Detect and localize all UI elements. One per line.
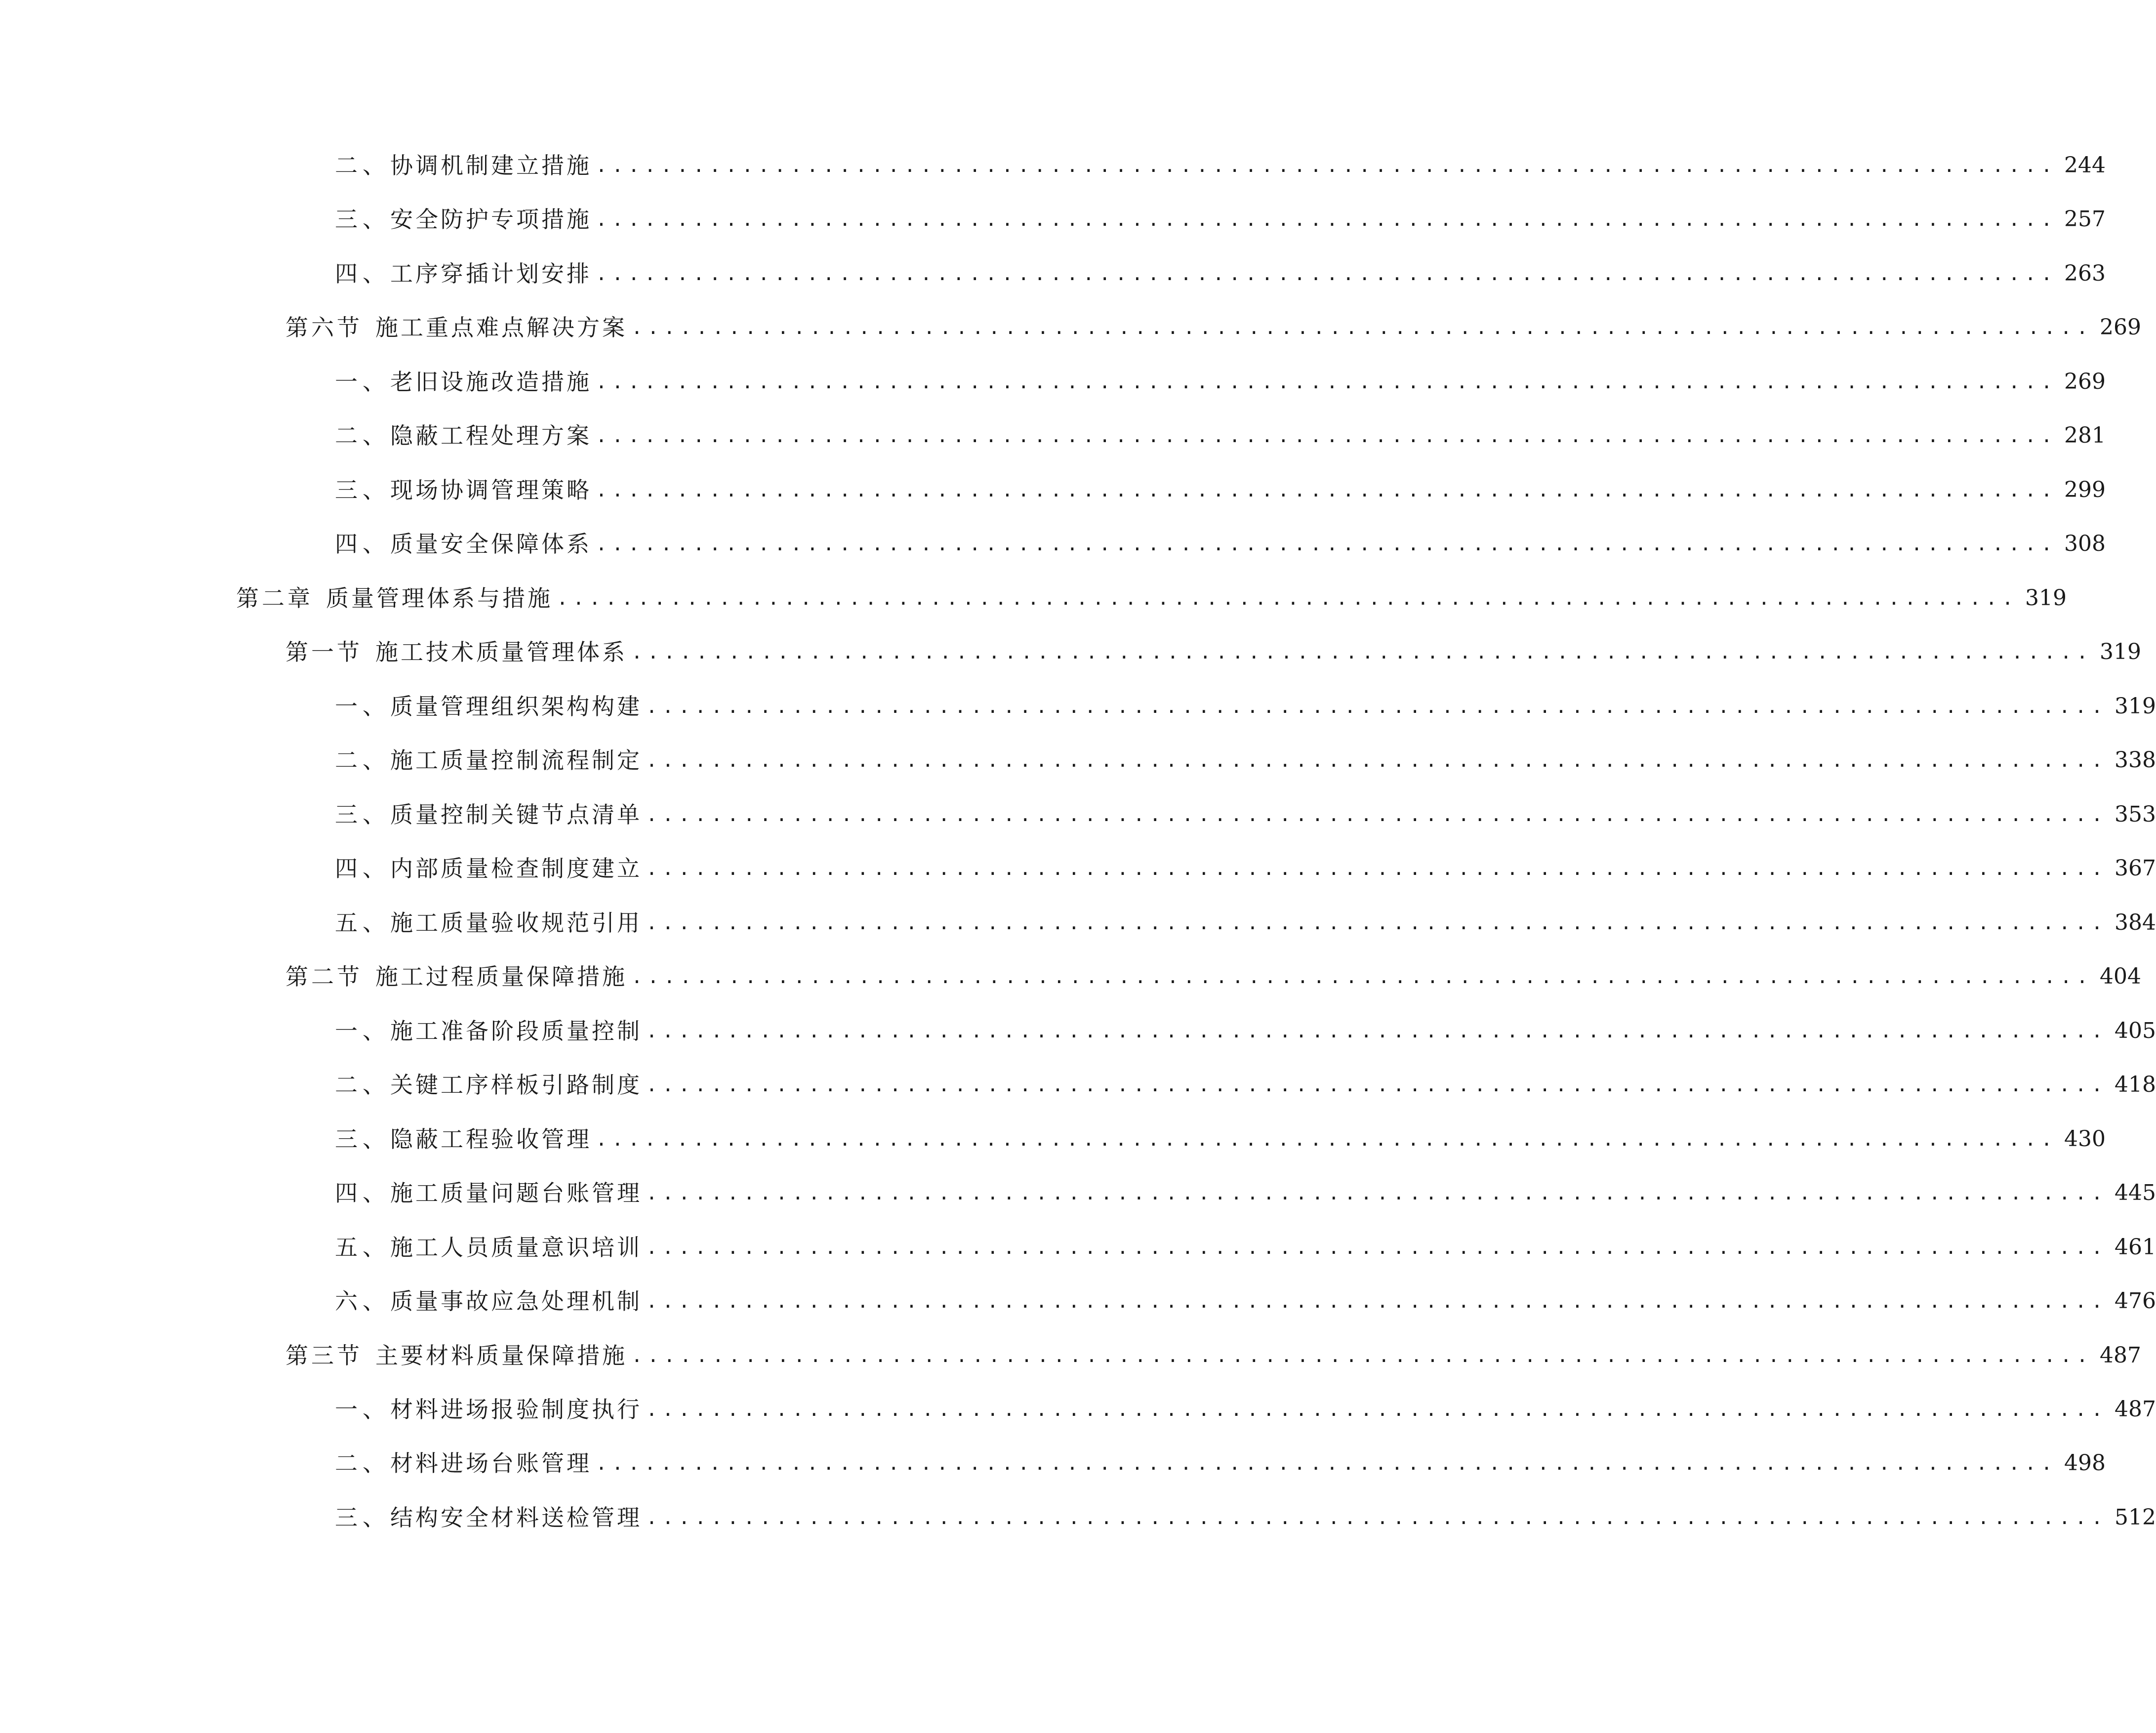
toc-entry[interactable] bbox=[335, 1119, 2106, 1159]
toc-page-number: 418 bbox=[2115, 1072, 2156, 1097]
toc-page-number: 269 bbox=[2100, 315, 2141, 340]
toc-page-number: 319 bbox=[2025, 585, 2067, 611]
toc-page-number: 353 bbox=[2115, 802, 2156, 827]
toc-entry-number: 四、 bbox=[335, 1180, 390, 1206]
toc-page-number: 319 bbox=[2115, 694, 2156, 719]
toc-entry[interactable] bbox=[335, 254, 2106, 293]
toc-page-number: 257 bbox=[2064, 206, 2106, 232]
toc-page-number: 461 bbox=[2115, 1235, 2156, 1260]
toc-entry-number: 五、 bbox=[335, 1234, 390, 1261]
toc-entry-number: 第三节 bbox=[285, 1342, 363, 1369]
toc-dot-leader: .......................................................................................... bbox=[646, 1399, 2108, 1420]
toc-page-number: 269 bbox=[2064, 369, 2106, 394]
toc-dot-leader: .......................................................................................... bbox=[646, 749, 2108, 771]
toc-page-number: 487 bbox=[2100, 1343, 2141, 1368]
toc-entry-title: 内部质量检查制度建立 bbox=[390, 855, 642, 882]
toc-dot-leader: .......................................................................................... bbox=[596, 479, 2058, 501]
toc-entry-number: 三、 bbox=[335, 1126, 390, 1153]
toc-entry-title: 施工质量问题台账管理 bbox=[390, 1180, 642, 1206]
toc-dot-leader: .......................................................................................... bbox=[596, 425, 2058, 447]
toc-entry[interactable] bbox=[335, 200, 2106, 239]
toc-entry-number: 二、 bbox=[335, 422, 390, 449]
toc-entry[interactable] bbox=[335, 146, 2106, 185]
toc-page-number: 404 bbox=[2100, 964, 2141, 989]
toc-entry-number: 三、 bbox=[335, 477, 390, 503]
toc-entry-title: 施工人员质量意识培训 bbox=[390, 1234, 642, 1261]
toc-entry-title: 质量管理体系与措施 bbox=[326, 585, 553, 612]
toc-entry-number: 第二节 bbox=[285, 963, 363, 990]
toc-page-number: 263 bbox=[2064, 261, 2106, 286]
toc-entry-number: 四、 bbox=[335, 260, 390, 287]
toc-dot-leader: .......................................................................................... bbox=[631, 641, 2093, 663]
toc-entry[interactable] bbox=[335, 1228, 2156, 1267]
toc-entry-number: 四、 bbox=[335, 855, 390, 882]
toc-page-number: 384 bbox=[2115, 910, 2156, 935]
toc-entry-title: 主要材料质量保障措施 bbox=[375, 1342, 627, 1369]
toc-dot-leader: .......................................................................................... bbox=[646, 1237, 2108, 1258]
toc-entry-title: 老旧设施改造措施 bbox=[390, 369, 592, 395]
toc-entry-number: 四、 bbox=[335, 531, 390, 557]
toc-entry-title: 施工质量控制流程制定 bbox=[390, 747, 642, 774]
toc-dot-leader: .......................................................................................... bbox=[596, 1128, 2058, 1150]
toc-entry-title: 工序穿插计划安排 bbox=[390, 260, 592, 287]
toc-entry[interactable] bbox=[285, 1336, 2141, 1375]
toc-dot-leader: .......................................................................................... bbox=[646, 1507, 2108, 1528]
toc-dot-leader: .......................................................................................... bbox=[646, 804, 2108, 825]
toc-page-number: 405 bbox=[2115, 1018, 2156, 1043]
toc-entry-number: 六、 bbox=[335, 1288, 390, 1315]
toc-entry[interactable] bbox=[335, 362, 2106, 402]
toc-entry[interactable] bbox=[285, 308, 2141, 347]
toc-dot-leader: .......................................................................................... bbox=[646, 1020, 2108, 1042]
toc-page-number: 319 bbox=[2100, 639, 2141, 664]
toc-entry-title: 关键工序样板引路制度 bbox=[390, 1072, 642, 1098]
toc-entry[interactable] bbox=[335, 903, 2156, 943]
toc-entry[interactable] bbox=[335, 1173, 2156, 1213]
toc-entry[interactable] bbox=[335, 1011, 2156, 1051]
toc-dot-leader: .......................................................................................... bbox=[646, 912, 2108, 934]
toc-entry-title: 安全防护专项措施 bbox=[390, 206, 592, 233]
toc-dot-leader: .......................................................................................... bbox=[596, 1452, 2058, 1474]
toc-entry-title: 施工重点难点解决方案 bbox=[375, 314, 627, 341]
toc-entry[interactable] bbox=[335, 795, 2156, 834]
toc-page-number: 498 bbox=[2064, 1450, 2106, 1476]
toc-page-number: 445 bbox=[2115, 1180, 2156, 1205]
toc-dot-leader: .......................................................................................... bbox=[646, 1290, 2108, 1312]
toc-entry-number: 一、 bbox=[335, 693, 390, 720]
toc-page-number: 430 bbox=[2064, 1126, 2106, 1152]
toc-entry-title: 结构安全材料送检管理 bbox=[390, 1504, 642, 1531]
toc-page-number: 367 bbox=[2115, 856, 2156, 881]
toc-entry-number: 三、 bbox=[335, 801, 390, 828]
toc-entry-title: 施工过程质量保障措施 bbox=[375, 963, 627, 990]
toc-dot-leader: .......................................................................................... bbox=[596, 263, 2058, 285]
toc-entry[interactable] bbox=[335, 849, 2156, 888]
toc-dot-leader: .......................................................................................... bbox=[557, 587, 2019, 609]
toc-dot-leader: .......................................................................................... bbox=[646, 1182, 2108, 1204]
toc-entry-number: 一、 bbox=[335, 1396, 390, 1423]
toc-entry-title: 质量安全保障体系 bbox=[390, 531, 592, 557]
toc-entry[interactable] bbox=[335, 524, 2106, 564]
toc-entry[interactable] bbox=[335, 1390, 2156, 1429]
toc-dot-leader: .......................................................................................... bbox=[631, 966, 2093, 988]
toc-entry[interactable] bbox=[335, 1281, 2156, 1321]
toc-entry[interactable] bbox=[335, 1065, 2156, 1105]
toc-entry-number: 二、 bbox=[335, 1450, 390, 1477]
toc-entry-number: 第六节 bbox=[285, 314, 363, 341]
toc-entry-number: 二、 bbox=[335, 152, 390, 179]
toc-dot-leader: .......................................................................................... bbox=[596, 371, 2058, 393]
toc-dot-leader: .......................................................................................... bbox=[631, 317, 2093, 338]
toc-entry-title: 隐蔽工程处理方案 bbox=[390, 422, 592, 449]
toc-entry-number: 三、 bbox=[335, 1504, 390, 1531]
toc-dot-leader: .......................................................................................... bbox=[596, 155, 2058, 176]
toc-entry[interactable] bbox=[335, 741, 2156, 780]
toc-entry[interactable] bbox=[236, 578, 2067, 618]
toc-entry-title: 施工质量验收规范引用 bbox=[390, 909, 642, 936]
toc-entry-number: 第一节 bbox=[285, 639, 363, 665]
toc-entry-title: 材料进场台账管理 bbox=[390, 1450, 592, 1477]
toc-entry-title: 质量事故应急处理机制 bbox=[390, 1288, 642, 1315]
toc-entry-title: 材料进场报验制度执行 bbox=[390, 1396, 642, 1423]
toc-page-number: 299 bbox=[2064, 477, 2106, 502]
toc-entry-number: 一、 bbox=[335, 1018, 390, 1044]
toc-entry[interactable] bbox=[335, 1498, 2156, 1537]
toc-entry-number: 二、 bbox=[335, 1072, 390, 1098]
toc-page-number: 308 bbox=[2064, 531, 2106, 556]
toc-entry-title: 隐蔽工程验收管理 bbox=[390, 1126, 592, 1153]
toc-entry[interactable] bbox=[285, 957, 2141, 996]
toc-entry[interactable] bbox=[335, 416, 2106, 455]
toc-page-number: 487 bbox=[2115, 1397, 2156, 1422]
toc-entry-number: 第二章 bbox=[236, 585, 313, 612]
toc-dot-leader: .......................................................................................... bbox=[646, 858, 2108, 879]
toc-entry-number: 五、 bbox=[335, 909, 390, 936]
toc-entry[interactable] bbox=[285, 632, 2141, 672]
toc-page-number: 476 bbox=[2115, 1288, 2156, 1314]
toc-page-number: 281 bbox=[2064, 423, 2106, 448]
toc-dot-leader: .......................................................................................... bbox=[596, 533, 2058, 555]
toc-entry-number: 二、 bbox=[335, 747, 390, 774]
toc-entry[interactable] bbox=[335, 687, 2156, 726]
toc-entry-title: 施工准备阶段质量控制 bbox=[390, 1018, 642, 1044]
toc-entry-number: 三、 bbox=[335, 206, 390, 233]
toc-entry[interactable] bbox=[335, 470, 2106, 510]
toc-entry-title: 现场协调管理策略 bbox=[390, 477, 592, 503]
toc-entry[interactable] bbox=[335, 1444, 2106, 1483]
toc-page-number: 244 bbox=[2064, 153, 2106, 178]
toc-entry-title: 协调机制建立措施 bbox=[390, 152, 592, 179]
toc-entry-title: 质量管理组织架构构建 bbox=[390, 693, 642, 720]
toc-dot-leader: .......................................................................................... bbox=[646, 1074, 2108, 1096]
toc-dot-leader: .......................................................................................... bbox=[631, 1345, 2093, 1366]
toc-dot-leader: .......................................................................................... bbox=[596, 208, 2058, 230]
toc-page-number: 512 bbox=[2115, 1505, 2156, 1530]
toc-entry-title: 施工技术质量管理体系 bbox=[375, 639, 627, 665]
toc-entry-title: 质量控制关键节点清单 bbox=[390, 801, 642, 828]
toc-dot-leader: .......................................................................................... bbox=[646, 696, 2108, 717]
toc-entry-number: 一、 bbox=[335, 369, 390, 395]
toc-page-number: 338 bbox=[2115, 747, 2156, 773]
